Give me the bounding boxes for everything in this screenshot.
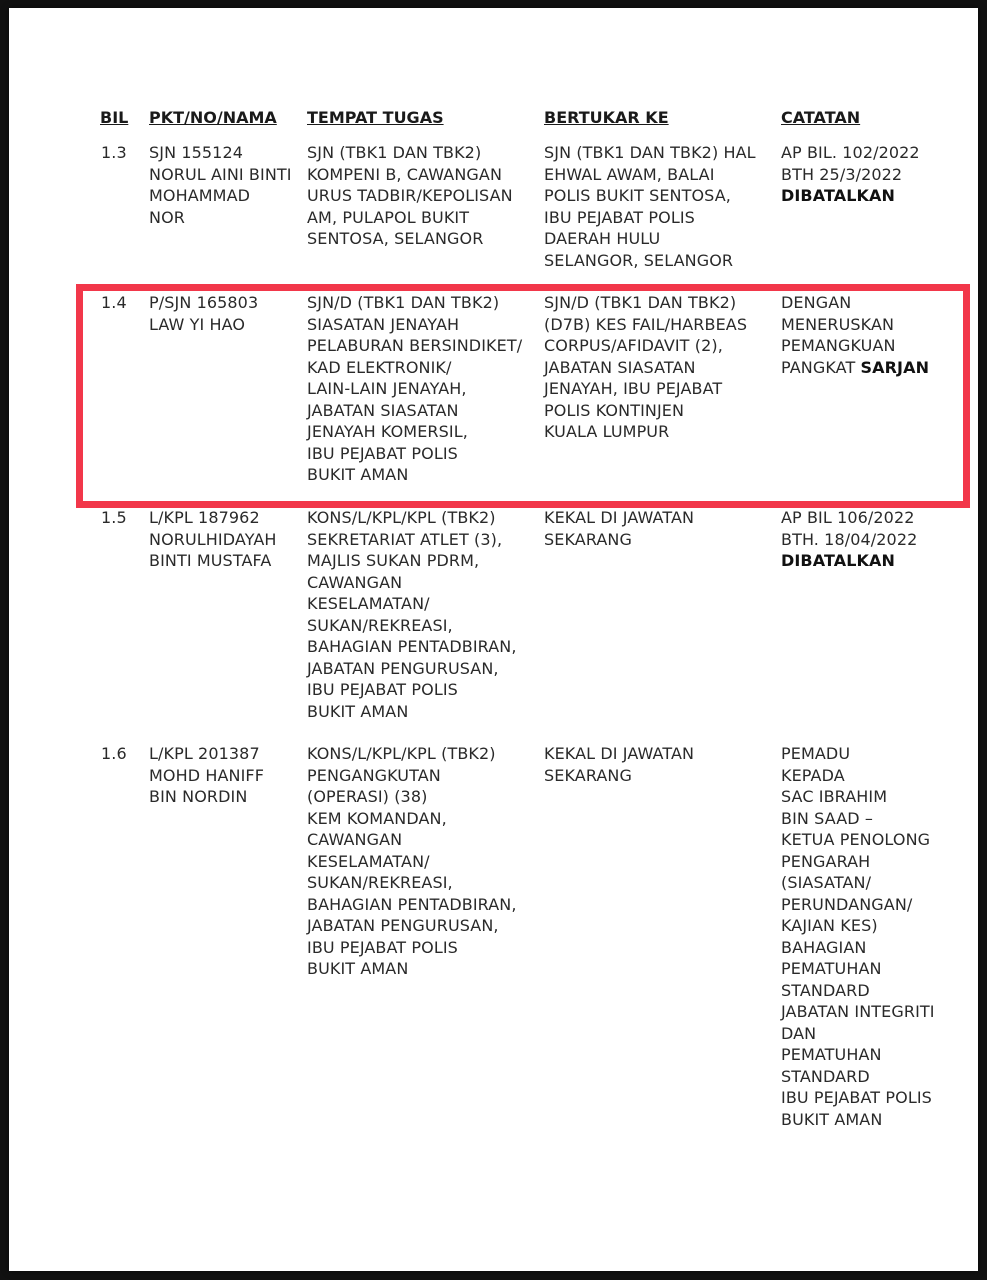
row-1-4-bil: 1.4 [101,293,127,312]
header-tempat-tugas: TEMPAT TUGAS [307,108,444,127]
row-1-4-bertukar: SJN/D (TBK1 DAN TBK2) (D7B) KES FAIL/HARBEAS CORPUS/AFIDAVIT (2), JABATAN SIASATAN JENAYAH, IBU PEJABAT POLIS KONTINJEN KUALA LUMPUR [544,293,748,441]
row-1-3-catatan [781,142,920,207]
row-1-3-tempat: SJN (TBK1 DAN TBK2) KOMPENI B, CAWANGAN URUS TADBIR/KEPOLISAN AM, PULAPOL BUKIT SENTOSA, SELANGOR [307,143,513,248]
row-1-6-catatan: PEMADU KEPADA SAC IBRAHIM BIN SAAD – KETUA PENOLONG PENGARAH (SIASATAN/ PERUNDANGAN/ KAJIAN KES) BAHAGIAN PEMATUHAN STANDARD JABATAN INTEGRITI DAN PEMATUHAN STANDARD IBU PEJABAT POLIS BUKIT AMAN [781,744,935,1129]
row-1-5-tempat: KONS/L/KPL/KPL (TBK2) SEKRETARIAT ATLET (3), MAJLIS SUKAN PDRM, CAWANGAN KESELAMATAN/ SUKAN/REKREASI, BAHAGIAN PENTADBIRAN, JABATAN PENGURUSAN, IBU PEJABAT POLIS BUKIT AMAN [307,508,517,721]
row-1-6-bil: 1.6 [101,744,127,763]
header-nama: PKT/NO/NAMA [149,108,277,127]
row-1-6-nama: L/KPL 201387 MOHD HANIFF BIN NORDIN [149,744,265,806]
row-1-3-nama: SJN 155124 NORUL AINI BINTI MOHAMMAD NOR [149,143,292,227]
row-1-5-catatan [781,507,917,572]
row-1-3-catatan-text: AP BIL. 102/2022 BTH 25/3/2022 [781,143,920,184]
header-bil: BIL [100,108,129,127]
row-1-5-bertukar: KEKAL DI JAWATAN SEKARANG [544,508,695,549]
row-1-3-status: DIBATALKAN [781,186,895,205]
row-1-5-catatan-text: AP BIL 106/2022 BTH. 18/04/2022 [781,508,918,549]
header-catatan: CATATAN [781,108,861,127]
row-1-3-bil: 1.3 [101,143,127,162]
row-1-4-catatan-text: DENGAN MENERUSKAN PEMANGKUAN PANGKAT [781,293,896,377]
header-bertukar-ke: BERTUKAR KE [544,108,669,127]
row-1-6-tempat: KONS/L/KPL/KPL (TBK2) PENGANGKUTAN (OPERASI) (38) KEM KOMANDAN, CAWANGAN KESELAMATAN/ SUKAN/REKREASI, BAHAGIAN PENTADBIRAN, JABATAN PENGURUSAN, IBU PEJABAT POLIS BUKIT AMAN [307,744,517,978]
row-1-4-catatan [781,292,929,378]
row-1-5-nama: L/KPL 187962 NORULHIDAYAH BINTI MUSTAFA [149,508,277,570]
row-1-5-status: DIBATALKAN [781,551,895,570]
row-1-4-tempat: SJN/D (TBK1 DAN TBK2) SIASATAN JENAYAH PELABURAN BERSINDIKET/ KAD ELEKTRONIK/ LAIN-LAIN JENAYAH, JABATAN SIASATAN JENAYAH KOMERSIL, IBU PEJABAT POLIS BUKIT AMAN [307,293,523,484]
row-1-4-rank: SARJAN [860,357,930,377]
row-1-6-bertukar: KEKAL DI JAWATAN SEKARANG [544,744,695,785]
row-1-5-bil: 1.5 [101,508,127,527]
document-page [9,8,978,1271]
row-1-4-nama: P/SJN 165803 LAW YI HAO [149,293,259,334]
row-1-3-bertukar: SJN (TBK1 DAN TBK2) HAL EHWAL AWAM, BALAI POLIS BUKIT SENTOSA, IBU PEJABAT POLIS DAERAH HULU SELANGOR, SELANGOR [544,143,756,270]
